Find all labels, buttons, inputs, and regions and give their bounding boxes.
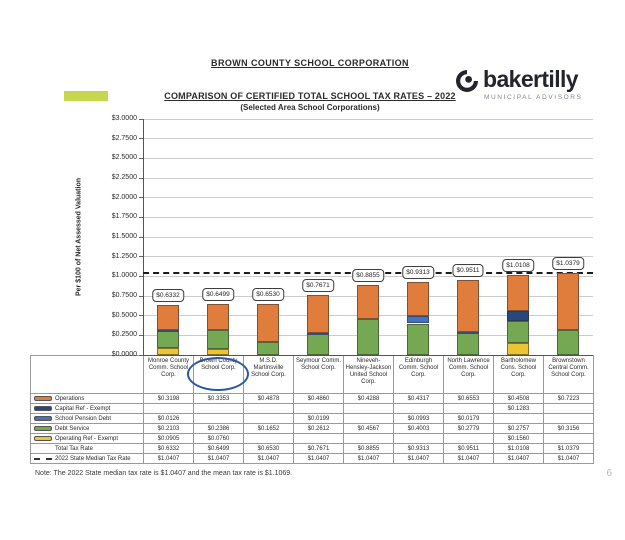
y-axis-tick-label: $1.5000 bbox=[111, 233, 137, 240]
row-label-debt-service bbox=[31, 424, 144, 434]
gridline bbox=[143, 217, 593, 218]
value-cell: $0.2757 bbox=[494, 424, 544, 434]
value-cell: $1.0407 bbox=[494, 454, 544, 464]
row-label-text: Capital Ref - Exempt bbox=[55, 405, 111, 412]
value-cell: $1.0407 bbox=[144, 454, 194, 464]
value-cell: $0.4878 bbox=[244, 394, 294, 404]
value-cell bbox=[394, 434, 444, 444]
value-cell bbox=[544, 434, 594, 444]
gridline bbox=[143, 197, 593, 198]
value-cell bbox=[194, 404, 244, 414]
value-cell: $1.0407 bbox=[194, 454, 244, 464]
total-rate-label: $0.8855 bbox=[352, 269, 384, 282]
category-header-cell: Seymour Comm. School Corp. bbox=[294, 356, 344, 394]
total-rate-label: $0.6530 bbox=[252, 288, 284, 301]
value-cell: $1.0407 bbox=[544, 454, 594, 464]
row-label-2022-state-median-tax-rate bbox=[31, 454, 144, 464]
table-corner-cell bbox=[31, 356, 144, 394]
bar-segment-operating-ref-exempt bbox=[207, 349, 229, 355]
row-label-operations bbox=[31, 394, 144, 404]
page-title: BROWN COUNTY SCHOOL CORPORATION bbox=[211, 58, 409, 68]
value-cell: $0.0179 bbox=[444, 414, 494, 424]
value-cell: $0.0993 bbox=[394, 414, 444, 424]
total-rate-label: $0.7671 bbox=[302, 279, 334, 292]
value-cell bbox=[244, 404, 294, 414]
gridline bbox=[143, 119, 593, 120]
value-cell: $0.3156 bbox=[544, 424, 594, 434]
value-cell: $0.4860 bbox=[294, 394, 344, 404]
value-cell: $0.6530 bbox=[244, 444, 294, 454]
bakertilly-logo bbox=[455, 66, 605, 101]
value-cell: $0.9313 bbox=[394, 444, 444, 454]
y-axis-tick-label: $0.5000 bbox=[111, 311, 137, 319]
gridline bbox=[143, 138, 593, 139]
y-axis-tick-label: $0.2500 bbox=[111, 331, 137, 339]
value-cell bbox=[344, 414, 394, 424]
row-label-text: Operating Ref - Exempt bbox=[55, 435, 119, 442]
bar-segment-school-pension-debt bbox=[307, 333, 329, 335]
chart-title: COMPARISON OF CERTIFIED TOTAL SCHOOL TAX RATES – 2022 bbox=[164, 91, 456, 101]
value-cell: $0.1652 bbox=[244, 424, 294, 434]
value-cell bbox=[494, 414, 544, 424]
value-cell: $0.0126 bbox=[144, 414, 194, 424]
legend-swatch bbox=[34, 426, 52, 431]
value-cell: $0.9511 bbox=[444, 444, 494, 454]
value-cell: $0.3353 bbox=[194, 394, 244, 404]
bakertilly-logo-icon bbox=[455, 69, 479, 93]
y-axis-tick-label: $2.0000 bbox=[111, 193, 137, 201]
value-cell: $0.7671 bbox=[294, 444, 344, 454]
value-cell bbox=[194, 414, 244, 424]
bar-segment-operations bbox=[507, 275, 529, 310]
bar-segment-operations bbox=[307, 295, 329, 333]
bar-segment-debt-service bbox=[557, 330, 579, 355]
bar-segment-operations bbox=[557, 273, 579, 330]
highlight-oval bbox=[187, 357, 249, 391]
y-axis-tick-label: $2.7500 bbox=[111, 134, 137, 142]
total-rate-label: $1.0379 bbox=[552, 257, 584, 270]
value-cell: $0.4317 bbox=[394, 394, 444, 404]
value-cell bbox=[294, 404, 344, 414]
y-axis-line bbox=[143, 119, 144, 355]
y-axis-tick-label: $2.5000 bbox=[111, 154, 137, 162]
dashed-line-swatch bbox=[34, 458, 52, 460]
category-header-cell: Brown County School Corp. bbox=[194, 356, 244, 394]
bar-segment-school-pension-debt bbox=[407, 316, 429, 324]
value-cell: $1.0407 bbox=[394, 454, 444, 464]
value-cell bbox=[294, 434, 344, 444]
bar-segment-debt-service bbox=[407, 324, 429, 355]
y-axis-tick-label: $1.2500 bbox=[111, 252, 137, 260]
value-cell: $0.8855 bbox=[344, 444, 394, 454]
row-label-text: Debt Service bbox=[55, 425, 90, 432]
value-cell: $1.0407 bbox=[344, 454, 394, 464]
data-table bbox=[30, 355, 594, 464]
total-rate-label: $1.0108 bbox=[502, 259, 534, 272]
row-label-text: Total Tax Rate bbox=[55, 445, 93, 452]
value-cell: $0.6553 bbox=[444, 394, 494, 404]
footnote: Note: The 2022 State median tax rate is $1.0407 and the mean tax rate is $1.1069. bbox=[35, 470, 293, 477]
category-header-cell: M.S.D. Martinsville School Corp. bbox=[244, 356, 294, 394]
bar-segment-operating-ref-exempt bbox=[507, 343, 529, 355]
category-header-cell: Nineveh-Hensley-Jackson United School Corp. bbox=[344, 356, 394, 394]
value-cell: $0.4567 bbox=[344, 424, 394, 434]
bar-segment-operations bbox=[357, 285, 379, 319]
total-rate-label: $0.6499 bbox=[202, 288, 234, 301]
value-cell: $1.0407 bbox=[444, 454, 494, 464]
bar-segment-debt-service bbox=[457, 333, 479, 355]
value-cell bbox=[444, 434, 494, 444]
row-label-capital-ref-exempt bbox=[31, 404, 144, 414]
value-cell: $0.0199 bbox=[294, 414, 344, 424]
bar-segment-debt-service bbox=[157, 331, 179, 348]
value-cell: $0.0905 bbox=[144, 434, 194, 444]
row-label-text: School Pension Debt bbox=[55, 415, 112, 422]
value-cell bbox=[344, 404, 394, 414]
value-cell: $0.7223 bbox=[544, 394, 594, 404]
value-cell: $0.6332 bbox=[144, 444, 194, 454]
value-cell: $0.2612 bbox=[294, 424, 344, 434]
value-cell: $1.0407 bbox=[244, 454, 294, 464]
bar-segment-debt-service bbox=[207, 330, 229, 349]
category-header-cell: Monroe County Comm. School Corp. bbox=[144, 356, 194, 394]
value-cell bbox=[344, 434, 394, 444]
bakertilly-tagline: MUNICIPAL ADVISORS bbox=[484, 94, 583, 101]
value-cell bbox=[544, 404, 594, 414]
x-axis-line bbox=[143, 355, 593, 356]
category-header-cell: Edinburgh Comm. School Corp. bbox=[394, 356, 444, 394]
value-cell: $0.0760 bbox=[194, 434, 244, 444]
y-axis-tick-label: $0.0000 bbox=[111, 351, 137, 358]
value-cell bbox=[444, 404, 494, 414]
value-cell: $0.4003 bbox=[394, 424, 444, 434]
value-cell: $0.2103 bbox=[144, 424, 194, 434]
value-cell: $0.4288 bbox=[344, 394, 394, 404]
value-cell bbox=[244, 414, 294, 424]
bar-segment-operating-ref-exempt bbox=[157, 348, 179, 355]
category-header-cell: North Lawrence Comm. School Corp. bbox=[444, 356, 494, 394]
value-cell: $0.1560 bbox=[494, 434, 544, 444]
legend-swatch bbox=[34, 436, 52, 441]
row-label-operating-ref-exempt bbox=[31, 434, 144, 444]
gridline bbox=[143, 158, 593, 159]
value-cell bbox=[144, 404, 194, 414]
bar-segment-debt-service bbox=[257, 342, 279, 355]
value-cell bbox=[544, 414, 594, 424]
total-rate-label: $0.9313 bbox=[402, 266, 434, 279]
y-axis-title: Per $100 of Net Assessed Valuation bbox=[75, 177, 83, 297]
y-axis-tick-label: $0.7500 bbox=[111, 292, 137, 299]
y-axis-tick-label: $3.0000 bbox=[111, 115, 137, 122]
y-axis-tick-label: $1.0000 bbox=[111, 272, 137, 280]
bar-segment-operations bbox=[207, 304, 229, 330]
legend-swatch bbox=[34, 406, 52, 411]
category-header-cell: Brownstown Central Comm. School Corp. bbox=[544, 356, 594, 394]
row-label-text: Operations bbox=[55, 395, 85, 402]
gridline bbox=[143, 237, 593, 238]
row-label-text: 2022 State Median Tax Rate bbox=[55, 455, 131, 462]
chart-subtitle: (Selected Area School Corporations) bbox=[240, 103, 380, 112]
bar-segment-debt-service bbox=[357, 319, 379, 355]
value-cell bbox=[244, 434, 294, 444]
gridline bbox=[143, 256, 593, 257]
bar-segment-operations bbox=[257, 304, 279, 342]
total-rate-label: $0.6332 bbox=[152, 289, 184, 302]
bar-segment-operations bbox=[407, 282, 429, 316]
legend-swatch bbox=[34, 396, 52, 401]
y-axis-tick-label: $1.7500 bbox=[111, 213, 137, 221]
bakertilly-logo-text: bakertilly bbox=[483, 66, 578, 92]
value-cell: $0.2386 bbox=[194, 424, 244, 434]
bar-segment-debt-service bbox=[307, 334, 329, 355]
value-cell: $0.4508 bbox=[494, 394, 544, 404]
bar-segment-operations bbox=[157, 305, 179, 330]
gridline bbox=[143, 178, 593, 179]
legend-swatch bbox=[34, 416, 52, 421]
bar-segment-capital-ref-exempt bbox=[507, 311, 529, 321]
value-cell bbox=[394, 404, 444, 414]
value-cell: $1.0379 bbox=[544, 444, 594, 454]
y-axis-tick-label: $2.2500 bbox=[111, 174, 137, 181]
bar-segment-debt-service bbox=[507, 321, 529, 343]
bar-segment-operations bbox=[457, 280, 479, 332]
value-cell: $1.0407 bbox=[294, 454, 344, 464]
total-rate-label: $0.9511 bbox=[452, 264, 483, 277]
bar-segment-school-pension-debt bbox=[457, 332, 479, 334]
row-label-total-tax-rate bbox=[31, 444, 144, 454]
value-cell: $1.0108 bbox=[494, 444, 544, 454]
row-label-school-pension-debt bbox=[31, 414, 144, 424]
value-cell: $0.6499 bbox=[194, 444, 244, 454]
value-cell: $0.1283 bbox=[494, 404, 544, 414]
page-number: 6 bbox=[606, 468, 612, 479]
value-cell: $0.2779 bbox=[444, 424, 494, 434]
bar-segment-school-pension-debt bbox=[157, 330, 179, 332]
category-header-cell: Bartholomew Cons. School Corp. bbox=[494, 356, 544, 394]
value-cell: $0.3198 bbox=[144, 394, 194, 404]
